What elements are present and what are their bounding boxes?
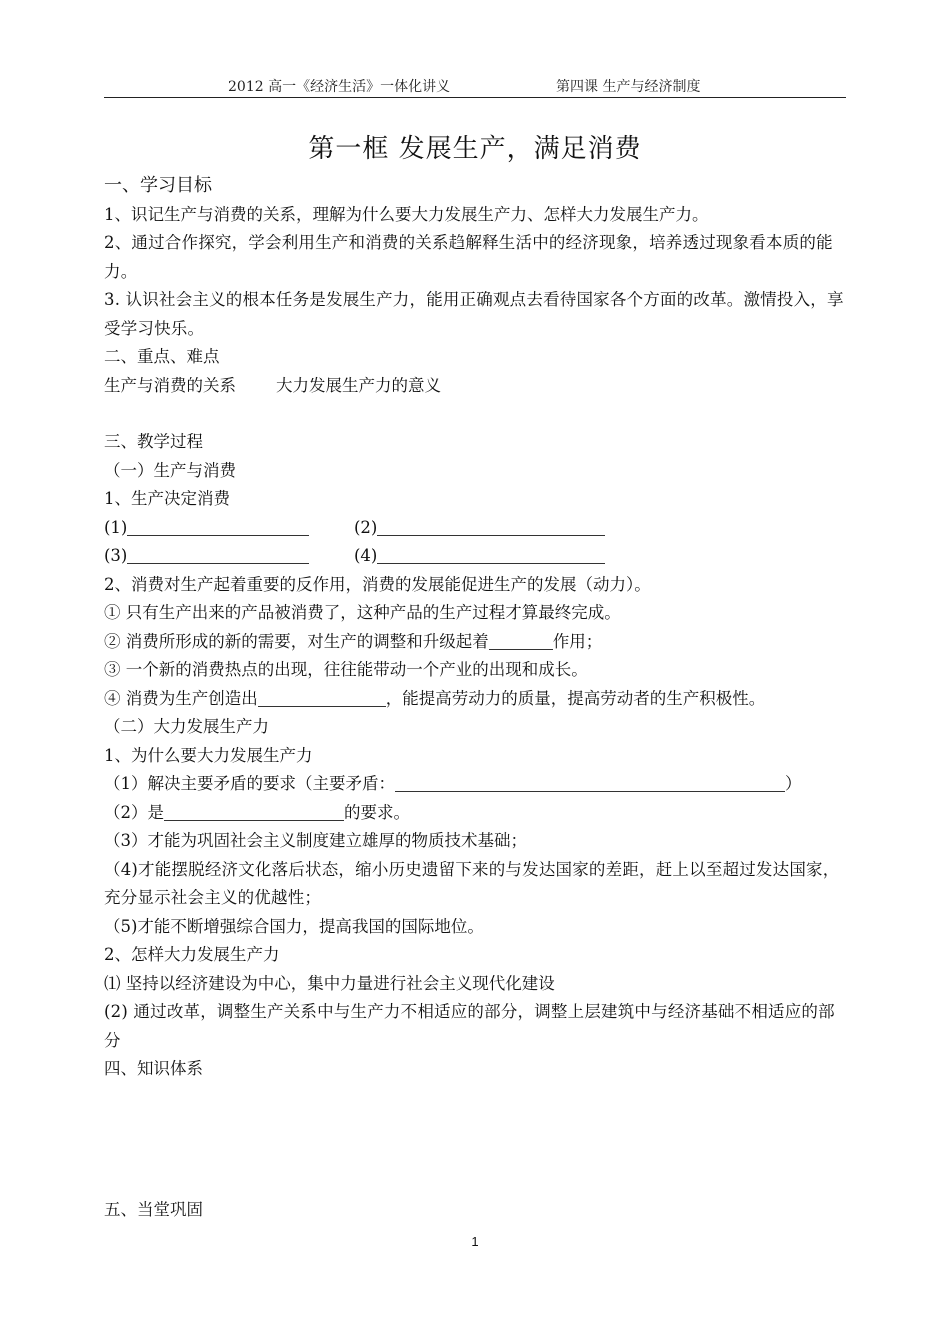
fill-blank-6[interactable] — [258, 688, 386, 707]
blank-item-1 — [104, 514, 309, 543]
section-heading-process: 三、教学过程 — [104, 432, 203, 451]
fill-blank-8[interactable] — [164, 802, 344, 821]
page-header — [104, 76, 846, 96]
consumption-effect-2 — [104, 628, 848, 657]
header-right: 第四课 生产与经济制度 — [556, 79, 701, 95]
subsection-productivity: （二）大力发展生产力 — [104, 717, 269, 736]
method-1: ⑴ 坚持以经济建设为中心，集中力量进行社会主义现代化建设 — [104, 973, 555, 993]
key-points — [104, 372, 848, 401]
fill-blank-1[interactable] — [127, 517, 309, 536]
spacer — [104, 400, 848, 428]
blank-row-1 — [104, 514, 848, 543]
blank-row-2 — [104, 542, 848, 571]
blank-label-4: (4) — [354, 546, 378, 565]
point-consumption-reacts: 2、消费对生产起着重要的反作用，消费的发展能促进生产的发展（动力）。 — [104, 574, 651, 594]
page-title: 第一框 发展生产，满足消费 — [308, 134, 642, 164]
fill-blank-4[interactable] — [377, 545, 605, 564]
effect-4-text-b: ，能提高劳动力的质量，提高劳动者的生产积极性。 — [385, 688, 766, 708]
blank-label-3: (3) — [104, 546, 128, 565]
key-point-2: 大力发展生产力的意义 — [276, 375, 441, 395]
fill-blank-5[interactable] — [489, 631, 553, 650]
section-heading-key-points: 二、重点、难点 — [104, 347, 220, 366]
point-how-develop: 2、怎样大力发展生产力 — [104, 945, 280, 964]
reason-5: （5)才能不断增强综合国力，提高我国的国际地位。 — [104, 916, 484, 936]
spacer-knowledge — [104, 1084, 848, 1196]
effect-2-text-b: 作用； — [552, 631, 603, 651]
reason-2-text-b: 的要求。 — [344, 802, 410, 822]
blank-label-2: (2) — [354, 517, 378, 537]
reason-2 — [104, 799, 848, 828]
document-body — [104, 172, 848, 1224]
subsection-production-consumption: （一）生产与消费 — [104, 460, 236, 480]
reason-2-text-a: （2）是 — [104, 802, 164, 822]
reason-1 — [104, 770, 848, 799]
consumption-effect-3: ③ 一个新的消费热点的出现，往往能带动一个产业的出现和成长。 — [104, 660, 588, 679]
reason-1-text-b: ） — [785, 774, 802, 793]
blank-item-2 — [354, 514, 605, 543]
reason-3: （3）才能为巩固社会主义制度建立雄厚的物质技术基础； — [104, 831, 527, 850]
blank-label-1: (1) — [104, 517, 128, 537]
blank-item-3 — [104, 542, 309, 571]
fill-blank-7[interactable] — [395, 773, 785, 792]
page-number: 1 — [471, 1234, 479, 1249]
fill-blank-2[interactable] — [377, 517, 605, 536]
goal-2: 2、通过合作探究，学会利用生产和消费的关系趋解释生活中的经济现象，培养透过现象看本质的能力。 — [104, 233, 833, 281]
consumption-effect-1: ① 只有生产出来的产品被消费了，这种产品的生产过程才算最终完成。 — [104, 603, 621, 622]
reason-4: （4)才能摆脱经济文化落后状态，缩小历史遗留下来的与发达国家的差距，赶上以至超过发达国家，充分显示社会主义的优越性； — [104, 859, 840, 907]
blank-item-4 — [354, 542, 605, 571]
goal-3: 3. 认识社会主义的根本任务是发展生产力，能用正确观点去看待国家各个方面的改革。激情投入，享受学习快乐。 — [104, 290, 844, 338]
reason-1-text-a: （1）解决主要矛盾的要求（主要矛盾： — [104, 774, 395, 793]
section-heading-goals: 一、学习目标 — [104, 175, 212, 196]
section-heading-practice: 五、当堂巩固 — [104, 1199, 203, 1219]
section-heading-knowledge: 四、知识体系 — [104, 1059, 203, 1078]
point-production-determines: 1、生产决定消费 — [104, 489, 230, 508]
fill-blank-3[interactable] — [127, 545, 309, 564]
header-rule — [104, 97, 846, 98]
goal-1: 1、识记生产与消费的关系，理解为什么要大力发展生产力、怎样大力发展生产力。 — [104, 204, 709, 224]
point-why-develop: 1、为什么要大力发展生产力 — [104, 745, 313, 765]
effect-4-text-a: ④ 消费为生产创造出 — [104, 688, 258, 708]
method-2: (2) 通过改革，调整生产关系中与生产力不相适应的部分，调整上层建筑中与经济基础不相适应的部分 — [104, 1002, 835, 1050]
header-left: 2012 高一《经济生活》一体化讲义 — [228, 79, 451, 95]
consumption-effect-4 — [104, 685, 848, 714]
effect-2-text-a: ② 消费所形成的新的需要，对生产的调整和升级起着 — [104, 631, 489, 651]
key-point-1: 生产与消费的关系 — [104, 375, 236, 395]
